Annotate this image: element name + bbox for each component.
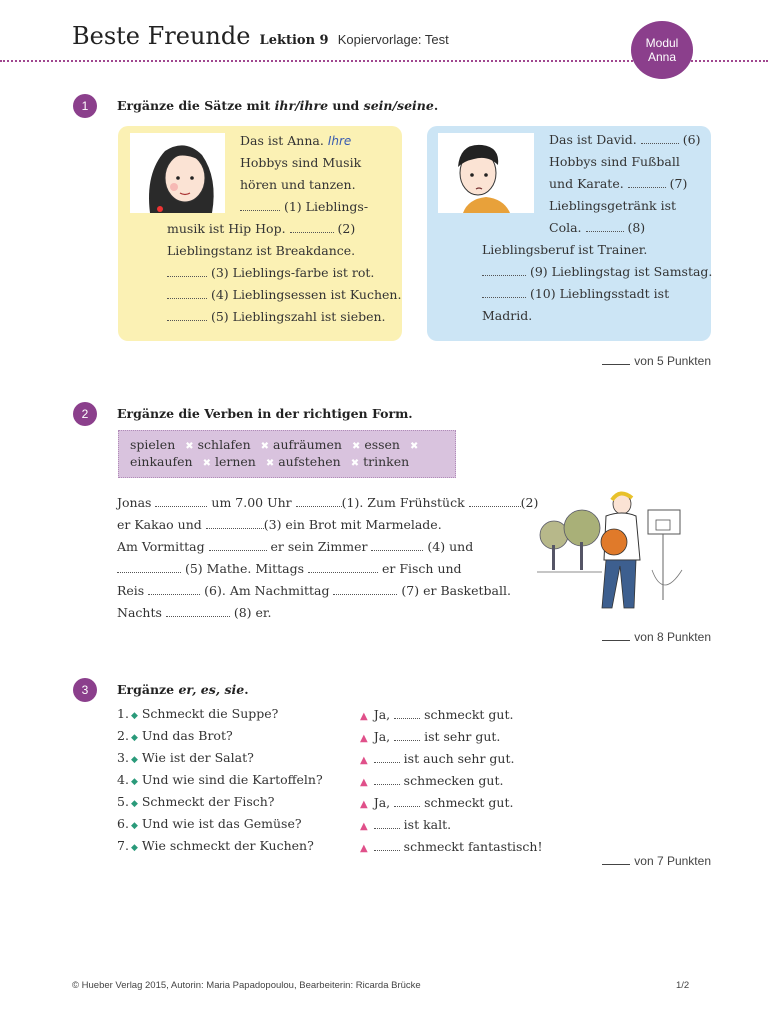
separator-icon: ✖ [350, 458, 360, 469]
answer-gap[interactable] [374, 750, 400, 763]
verb-row-1 [130, 437, 418, 452]
david-portrait-drawing [438, 133, 534, 213]
answer-row: ▲ schmeckt fantastisch! [360, 839, 543, 854]
answer-gap[interactable] [394, 728, 420, 741]
gap-v4[interactable] [206, 516, 264, 529]
score-blank-2[interactable] [602, 640, 630, 641]
answer-gap[interactable] [374, 838, 400, 851]
question-row: 5. ◆ Schmeckt der Fisch? [117, 794, 275, 809]
answer-gap[interactable] [374, 772, 400, 785]
gap-2[interactable] [290, 220, 334, 233]
diamond-icon: ◆ [130, 821, 138, 831]
basketball-illustration [532, 490, 688, 620]
answer-row: ▲ Ja, schmeckt gut. [360, 795, 514, 810]
question-row: 2. ◆ Und das Brot? [117, 728, 233, 743]
triangle-icon: ▲ [360, 733, 368, 744]
answer-row: ▲ ist kalt. [360, 817, 452, 832]
gap-9[interactable] [482, 263, 526, 276]
diamond-icon: ◆ [130, 799, 138, 809]
task-1-score: von 5 Punkten [602, 354, 711, 368]
page-header [72, 22, 449, 56]
diamond-icon: ◆ [130, 733, 138, 743]
triangle-icon: ▲ [360, 777, 368, 788]
gap-v9[interactable] [148, 582, 200, 595]
answer-gap[interactable] [394, 794, 420, 807]
answer-row: ▲ ist auch sehr gut. [360, 751, 515, 766]
gap-3[interactable] [167, 264, 207, 277]
gap-v11[interactable] [166, 604, 230, 617]
modul-name: Anna [647, 50, 677, 64]
score-blank-3[interactable] [602, 864, 630, 865]
answer-row: ▲ Ja, schmeckt gut. [360, 707, 514, 722]
question-row: 4. ◆ Und wie sind die Kartoffeln? [117, 772, 323, 787]
gap-v1[interactable] [155, 494, 207, 507]
separator-icon: ✖ [410, 441, 419, 452]
gap-v2[interactable] [296, 494, 342, 507]
david-text-bottom: Lieblingsberuf ist Trainer. (9) Lieblingstag ist Samstag. (10) Lieblingsstadt ist Madrid. [482, 242, 713, 323]
question-row: 3. ◆ Wie ist der Salat? [117, 750, 254, 765]
answer-gap[interactable] [394, 706, 420, 719]
page-title: Beste Freunde [72, 22, 251, 50]
verb: aufstehen [278, 454, 341, 469]
gap-4[interactable] [167, 286, 207, 299]
answer-row: ▲ Ja, ist sehr gut. [360, 729, 501, 744]
david-portrait [438, 133, 534, 213]
worksheet-type: Kopiervorlage: Test [337, 32, 449, 47]
anna-portrait-drawing [130, 133, 225, 213]
gap-5[interactable] [167, 308, 207, 321]
question-row: 1. ◆ Schmeckt die Suppe? [117, 706, 279, 721]
gap-6[interactable] [641, 131, 679, 144]
score-blank-1[interactable] [602, 364, 630, 365]
lesson-label: Lektion 9 [259, 33, 329, 48]
answer-gap[interactable] [374, 816, 400, 829]
verb-row-2 [130, 454, 409, 469]
gap-v7[interactable] [117, 560, 181, 573]
separator-icon: ✖ [185, 441, 194, 452]
anna-portrait [130, 133, 225, 213]
gap-v6[interactable] [371, 538, 423, 551]
question-row: 7. ◆ Wie schmeckt der Kuchen? [117, 838, 314, 853]
gap-1[interactable] [240, 198, 280, 211]
separator-icon: ✖ [260, 441, 270, 452]
answer-row: ▲ schmecken gut. [360, 773, 504, 788]
verb-box [118, 430, 456, 478]
triangle-icon: ▲ [360, 821, 368, 832]
separator-icon: ✖ [265, 458, 275, 469]
separator-icon: ✖ [202, 458, 211, 469]
triangle-icon: ▲ [360, 711, 368, 722]
question-row: 6. ◆ Und wie ist das Gemüse? [117, 816, 302, 831]
footer-copyright: © Hueber Verlag 2015, Autorin: Maria Papadopoulou, Bearbeiterin: Ricarda Brücke [72, 980, 421, 991]
handwritten-answer: Ihre [327, 134, 352, 148]
task-2-score: von 8 Punkten [602, 630, 711, 644]
task-2-text: Jonas um 7.00 Uhr (1). Zum Frühstück (2) er Kakao und (3) ein Brot mit Marmelade. Am Vormittag er sein Zimmer (4) und (5) Mathe. Mittags er Fisch und Reis (6). Am Nachmittag (7) er Basketball. Nachts (8) er. [117, 495, 539, 620]
verb: trinken [363, 454, 410, 469]
page-number: 1/2 [676, 980, 690, 991]
task-1-instruction: Ergänze die Sätze mit ihr/ihre und sein/seine. [117, 98, 439, 113]
verb: spielen [130, 437, 176, 452]
anna-text-top: Das ist Anna. Ihre Hobbys sind Musik hören und tanzen. (1) Lieblings- [240, 133, 369, 214]
verb: essen [364, 437, 400, 452]
gap-v3[interactable] [469, 494, 521, 507]
verb: einkaufen [130, 454, 193, 469]
basketball-drawing [532, 490, 688, 620]
task-number-3: 3 [73, 678, 97, 702]
modul-label: Modul [645, 36, 679, 50]
triangle-icon: ▲ [360, 843, 368, 854]
gap-v8[interactable] [308, 560, 378, 573]
task-3-instruction: Ergänze er, es, sie. [117, 682, 249, 697]
task-2-instruction: Ergänze die Verben in der richtigen Form. [117, 406, 413, 421]
triangle-icon: ▲ [360, 755, 368, 766]
david-text-top: Das ist David. (6) Hobbys sind Fußball und Karate. (7) Lieblingsgetränk ist Cola. (8) [549, 132, 701, 235]
diamond-icon: ◆ [130, 777, 138, 787]
task-number-1: 1 [73, 94, 97, 118]
gap-10[interactable] [482, 285, 526, 298]
gap-v5[interactable] [209, 538, 267, 551]
task-number-2: 2 [73, 402, 97, 426]
triangle-icon: ▲ [360, 799, 368, 810]
modul-badge [631, 21, 693, 79]
verb: schlafen [197, 437, 251, 452]
gap-v10[interactable] [333, 582, 397, 595]
diamond-icon: ◆ [130, 711, 138, 721]
anna-text-bottom: musik ist Hip Hop. (2) Lieblingstanz ist Breakdance. (3) Lieblings-farbe ist rot. (4) Lieblingsessen ist Kuchen. (5) Lieblingszahl ist sieben. [167, 221, 402, 324]
gap-7[interactable] [628, 175, 666, 188]
verb: aufräumen [273, 437, 342, 452]
verb: lernen [214, 454, 256, 469]
separator-icon: ✖ [351, 441, 361, 452]
diamond-icon: ◆ [130, 843, 138, 853]
gap-8[interactable] [586, 219, 624, 232]
diamond-icon: ◆ [130, 755, 138, 765]
task-3-score: von 7 Punkten [602, 854, 711, 868]
